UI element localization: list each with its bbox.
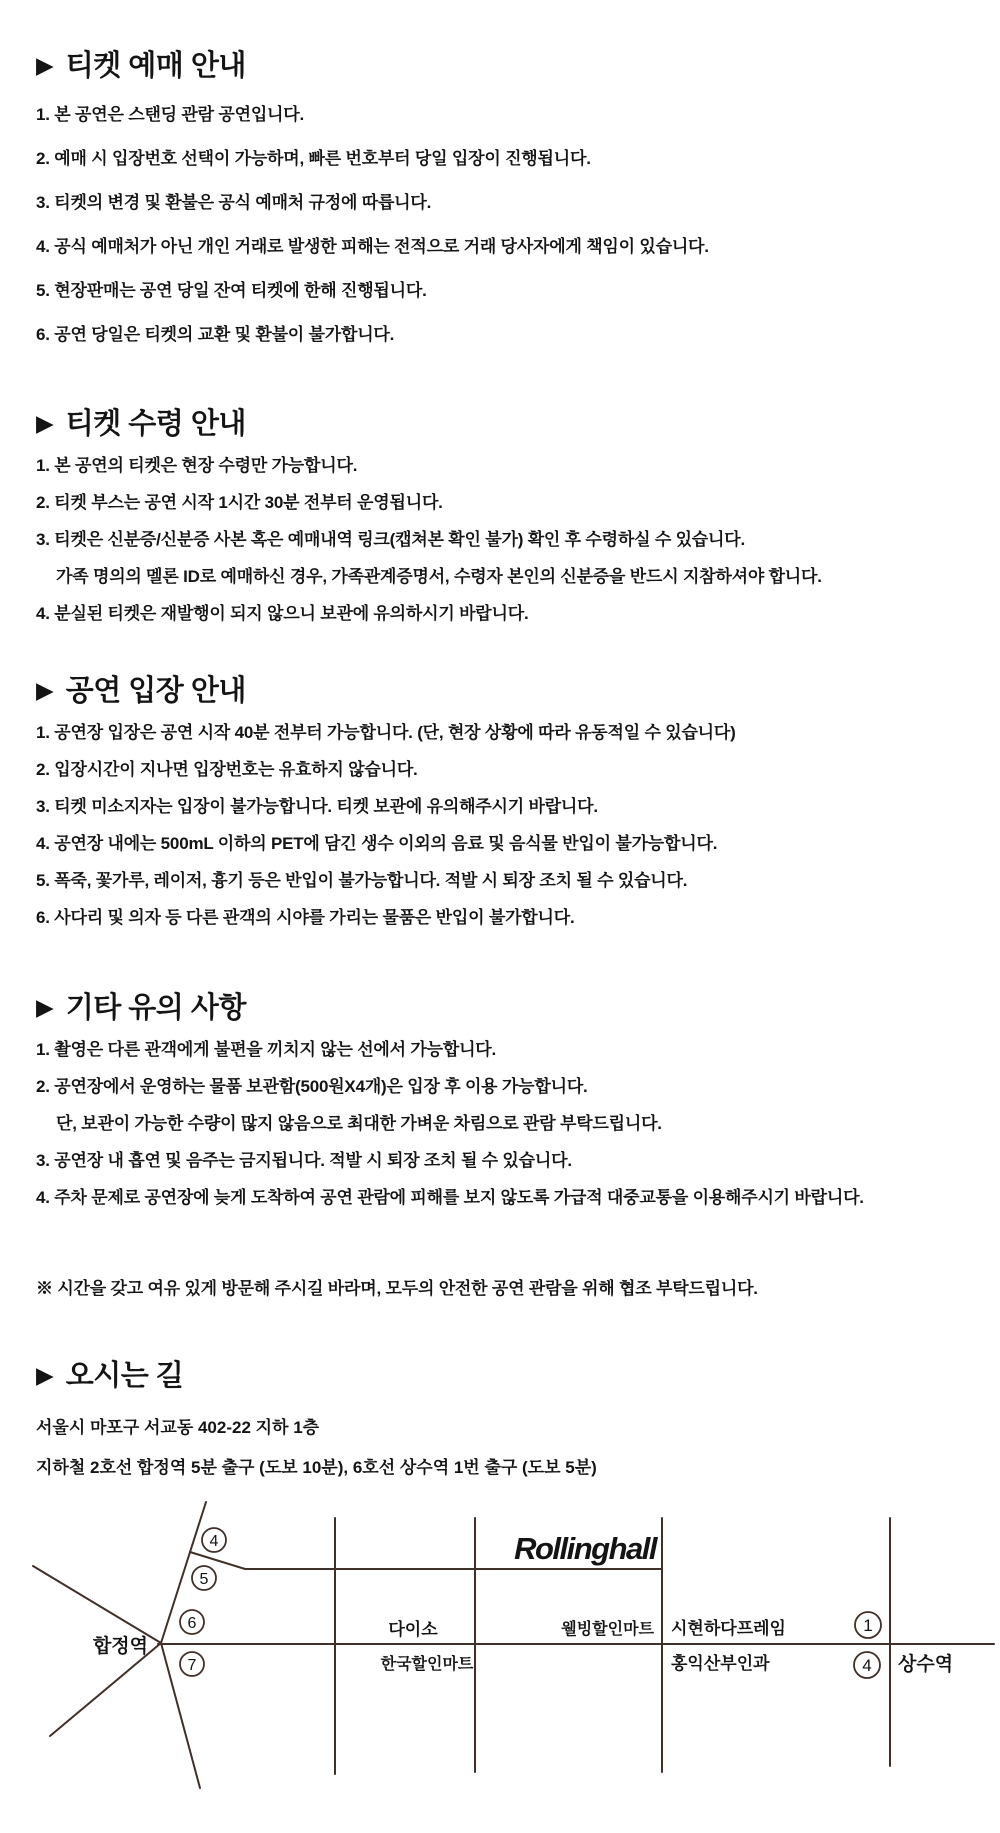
list-item: 6. 사다리 및 의자 등 다른 관객의 시야를 가리는 물품은 반입이 불가합니다. xyxy=(36,908,575,927)
list-item-continuation: 가족 명의의 멜론 ID로 예매하신 경우, 가족관계증명서, 수령자 본인의 신분증을 반드시 지참하셔야 합니다. xyxy=(56,567,822,586)
exit-badge-hapjeong-4 xyxy=(202,1528,226,1552)
triangle-bullet-icon: ▶ xyxy=(36,52,54,78)
venue-map xyxy=(0,1480,1000,1833)
station-label-sangsu: 상수역 xyxy=(898,1654,954,1675)
triangle-bullet-icon: ▶ xyxy=(36,1362,54,1388)
place-label-daiso: 다이소 xyxy=(388,1620,438,1639)
section-heading xyxy=(36,1360,597,1393)
place-label-wellbeing-discount-mart: 웰빙할인마트 xyxy=(561,1621,654,1638)
section-title: 공연 입장 안내 xyxy=(65,675,246,707)
exit-badge-sangsu-1 xyxy=(855,1612,881,1638)
svg-text:4: 4 xyxy=(209,1533,219,1550)
list-item: 3. 티켓의 변경 및 환불은 공식 예매처 규정에 따릅니다. xyxy=(36,193,432,212)
list-item: 3. 티켓 미소지자는 입장이 불가능합니다. 티켓 보관에 유의해주시기 바랍니다. xyxy=(36,797,598,816)
section-heading xyxy=(36,992,864,1025)
section-heading xyxy=(36,408,822,441)
exit-badge-hapjeong-7 xyxy=(180,1652,204,1676)
exit-badge-hapjeong-5 xyxy=(192,1566,216,1590)
section-heading xyxy=(36,675,736,708)
place-label-sihyunhada-frame: 시현하다프레임 xyxy=(671,1619,786,1638)
section-entrance-info xyxy=(36,675,736,944)
list-item: 2. 공연장에서 운영하는 물품 보관함(500원X4개)은 입장 후 이용 가능합니다. xyxy=(36,1077,588,1096)
svg-text:1: 1 xyxy=(863,1616,873,1635)
list-item: 1. 공연장 입장은 공연 시작 40분 전부터 가능합니다. (단, 현장 상황에 따라 유동적일 수 있습니다) xyxy=(36,723,736,742)
svg-text:4: 4 xyxy=(862,1656,872,1675)
section-other-notes xyxy=(36,992,864,1224)
venue-address: 서울시 마포구 서교동 402-22 지하 1층 xyxy=(36,1418,320,1437)
svg-text:7: 7 xyxy=(187,1657,197,1674)
list-item: 2. 입장시간이 지나면 입장번호는 유효하지 않습니다. xyxy=(36,760,418,779)
exit-badge-sangsu-4 xyxy=(854,1652,880,1678)
exit-badge-hapjeong-6 xyxy=(180,1610,204,1634)
list-item: 5. 폭죽, 꽃가루, 레이저, 흉기 등은 반입이 불가능합니다. 적발 시 퇴장 조치 될 수 있습니다. xyxy=(36,871,688,890)
section-heading xyxy=(36,50,709,83)
section-directions xyxy=(36,1360,597,1478)
section-title: 오시는 길 xyxy=(65,1360,184,1392)
station-label-hapjeong: 합정역 xyxy=(92,1636,148,1657)
list-item: 1. 본 공연은 스탠딩 관람 공연입니다. xyxy=(36,105,305,124)
list-item: 3. 공연장 내 흡연 및 음주는 금지됩니다. 적발 시 퇴장 조치 될 수 있습니다. xyxy=(36,1151,572,1170)
place-label-korean-discount-mart: 한국할인마트 xyxy=(380,1656,474,1673)
venue-logo: Rollinghall xyxy=(514,1531,656,1566)
list-item: 2. 티켓 부스는 공연 시작 1시간 30분 전부터 운영됩니다. xyxy=(36,493,443,512)
list-item: 6. 공연 당일은 티켓의 교환 및 환불이 불가합니다. xyxy=(36,325,395,344)
subway-directions: 지하철 2호선 합정역 5분 출구 (도보 10분), 6호선 상수역 1번 출구 (도보 5분) xyxy=(36,1458,597,1477)
list-item: 4. 주차 문제로 공연장에 늦게 도착하여 공연 관람에 피해를 보지 않도록 가급적 대중교통을 이용해주시기 바랍니다. xyxy=(36,1188,864,1207)
road-line xyxy=(33,1566,161,1643)
list-item: 4. 분실된 티켓은 재발행이 되지 않으니 보관에 유의하시기 바랍니다. xyxy=(36,604,529,623)
section-title: 기타 유의 사항 xyxy=(65,992,246,1024)
section-title: 티켓 예매 안내 xyxy=(65,50,246,82)
triangle-bullet-icon: ▶ xyxy=(36,677,54,703)
list-item: 4. 공식 예매처가 아닌 개인 거래로 발생한 피해는 전적으로 거래 당사자에게 책임이 있습니다. xyxy=(36,237,709,256)
list-item: 5. 현장판매는 공연 당일 잔여 티켓에 한해 진행됩니다. xyxy=(36,281,427,300)
svg-text:6: 6 xyxy=(187,1615,197,1632)
svg-text:5: 5 xyxy=(199,1571,209,1588)
list-item: 3. 티켓은 신분증/신분증 사본 혹은 예매내역 링크(캡쳐본 확인 불가) 확인 후 수령하실 수 있습니다. xyxy=(36,530,745,549)
safety-notice: ※ 시간을 갖고 여유 있게 방문해 주시길 바라며, 모두의 안전한 공연 관람을 위해 협조 부탁드립니다. xyxy=(36,1279,758,1298)
section-ticket-booking xyxy=(36,50,709,368)
triangle-bullet-icon: ▶ xyxy=(36,994,54,1020)
list-item: 2. 예매 시 입장번호 선택이 가능하며, 빠른 번호부터 당일 입장이 진행됩니다. xyxy=(36,149,591,168)
section-ticket-pickup xyxy=(36,408,822,640)
triangle-bullet-icon: ▶ xyxy=(36,410,54,436)
list-item: 1. 본 공연의 티켓은 현장 수령만 가능합니다. xyxy=(36,456,358,475)
place-label-hongik-obgyn: 홍익산부인과 xyxy=(671,1654,770,1673)
list-item-continuation: 단, 보관이 가능한 수량이 많지 않음으로 최대한 가벼운 차림으로 관람 부탁드립니다. xyxy=(56,1114,662,1133)
list-item: 1. 촬영은 다른 관객에게 불편을 끼치지 않는 선에서 가능합니다. xyxy=(36,1040,497,1059)
section-title: 티켓 수령 안내 xyxy=(65,408,246,440)
list-item: 4. 공연장 내에는 500mL 이하의 PET에 담긴 생수 이외의 음료 및 음식물 반입이 불가능합니다. xyxy=(36,834,718,853)
